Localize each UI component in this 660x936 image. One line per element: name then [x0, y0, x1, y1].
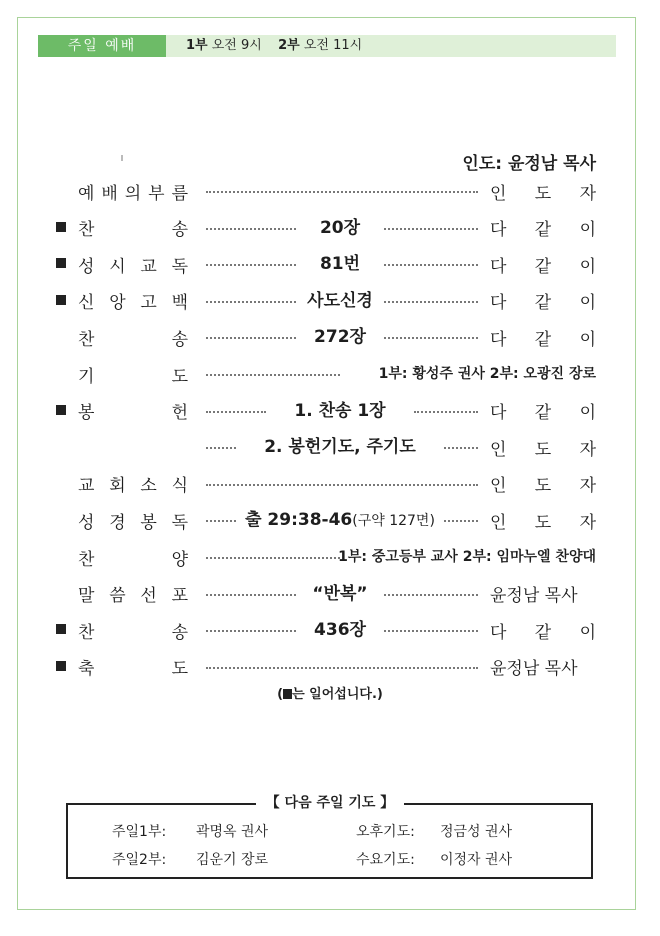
item-title	[78, 580, 188, 608]
item-title-char: 도	[171, 659, 188, 680]
item-title-char: 시	[109, 256, 126, 277]
stray-mark	[121, 155, 123, 161]
item-role-char: 다	[490, 622, 507, 643]
item-title-char: 축	[78, 659, 95, 680]
item-role	[490, 397, 596, 425]
item-detail	[245, 506, 435, 534]
service-row	[0, 580, 660, 608]
item-role	[490, 506, 596, 534]
item-title	[78, 287, 188, 315]
service-row	[0, 360, 660, 388]
dotted-leader	[384, 258, 478, 266]
dotted-leader	[384, 331, 478, 339]
item-title-char: 독	[171, 512, 188, 533]
item-role-char: 이	[579, 622, 596, 643]
prayer-entry	[112, 821, 268, 841]
item-detail: 272장	[314, 327, 366, 348]
dotted-leader	[444, 441, 478, 449]
item-title-char: 독	[171, 256, 188, 277]
prayer-entry	[356, 849, 512, 869]
item-role-char: 다	[490, 256, 507, 277]
dotted-leader	[206, 295, 296, 303]
item-role-char: 인	[490, 512, 507, 533]
item-role-char: 같	[534, 622, 552, 643]
item-title-char: 소	[140, 476, 157, 497]
standing-square-icon	[56, 405, 66, 415]
standing-square-icon	[56, 258, 66, 268]
item-title-char: 식	[171, 476, 188, 497]
item-title-char: 찬	[78, 549, 95, 570]
second-service-time: 오전 11시	[303, 38, 363, 53]
dotted-leader	[206, 624, 296, 632]
item-title-char: 헌	[171, 403, 188, 424]
service-row	[0, 214, 660, 242]
item-role-char: 이	[579, 256, 596, 277]
prayer-label: 주일1부:	[112, 824, 167, 840]
dotted-leader	[206, 441, 236, 449]
item-title-char: 포	[171, 586, 188, 607]
item-title-char: 씀	[109, 586, 126, 607]
item-title-char: 배	[101, 183, 118, 204]
item-title	[78, 470, 188, 498]
prayer-label: 수요기도:	[356, 852, 415, 868]
item-title-char: 백	[171, 293, 188, 314]
item-role-char: 도	[534, 183, 552, 204]
dotted-leader	[206, 478, 478, 486]
item-role-char: 자	[579, 512, 596, 533]
dotted-leader	[206, 588, 296, 596]
service-row	[0, 543, 660, 571]
standing-square-icon	[283, 689, 292, 699]
item-role-char: 도	[534, 476, 552, 497]
item-title-char: 송	[171, 220, 188, 241]
item-person: 윤정남 목사	[490, 659, 578, 680]
service-times	[186, 35, 362, 57]
item-title-char: 의	[124, 183, 142, 204]
item-title-char: 찬	[78, 622, 95, 643]
item-role-char: 이	[579, 329, 596, 350]
item-role-char: 다	[490, 220, 507, 241]
dotted-leader	[206, 222, 296, 230]
prayer-name: 김운기 장로	[196, 852, 269, 868]
prayer-entry	[356, 821, 512, 841]
dotted-leader	[206, 514, 236, 522]
scripture-reference: 출 29:38-46	[245, 510, 353, 531]
item-title	[78, 323, 188, 351]
prayer-entry	[112, 849, 268, 869]
dotted-leader	[384, 624, 478, 632]
item-role	[490, 616, 596, 644]
item-title-char: 송	[171, 622, 188, 643]
item-role-char: 도	[534, 512, 552, 533]
item-detail: 20장	[319, 217, 361, 238]
dotted-leader	[414, 405, 478, 413]
dotted-leader	[384, 222, 478, 230]
item-role-char: 도	[534, 439, 552, 460]
service-row	[0, 433, 660, 461]
service-title: 주일 예배	[38, 35, 166, 57]
item-role	[490, 470, 596, 498]
item-title-char: 도	[171, 366, 188, 387]
dotted-leader	[206, 331, 296, 339]
item-title-char: 기	[78, 366, 95, 387]
item-detail: 사도신경	[307, 290, 373, 311]
item-title-char: 양	[171, 549, 188, 570]
worship-leader: 인도: 윤정남 목사	[462, 154, 596, 174]
prayer-label: 주일2부:	[112, 852, 167, 868]
item-title	[78, 543, 188, 571]
item-title	[78, 616, 188, 644]
standing-square-icon	[56, 222, 66, 232]
item-role	[490, 323, 596, 351]
item-title-char: 교	[78, 476, 95, 497]
item-role-char: 다	[490, 403, 507, 424]
service-row	[0, 506, 660, 534]
first-service-label: 1부	[186, 38, 208, 53]
item-assignee: 1부: 황성주 권사 2부: 오광진 장로	[378, 366, 596, 382]
dotted-leader	[206, 551, 340, 559]
item-title-char: 말	[78, 586, 95, 607]
item-role-char: 같	[534, 256, 552, 277]
item-title-char: 봉	[140, 512, 157, 533]
item-role	[490, 433, 596, 461]
item-title	[78, 214, 188, 242]
item-title	[78, 177, 188, 205]
item-title	[78, 506, 188, 534]
note-open: (	[277, 687, 284, 702]
item-title-char: 찬	[78, 329, 95, 350]
item-title-char: 성	[78, 256, 95, 277]
item-title-char: 고	[140, 293, 157, 314]
item-person: 윤정남 목사	[490, 586, 578, 607]
standing-square-icon	[56, 661, 66, 671]
standing-note	[0, 683, 660, 702]
item-detail: “반복”	[312, 583, 368, 604]
item-title	[78, 653, 188, 681]
item-role-char: 인	[490, 439, 507, 460]
item-title-char: 신	[78, 293, 95, 314]
item-role-char: 같	[534, 403, 552, 424]
item-role-char: 자	[579, 183, 596, 204]
item-detail: 81번	[319, 254, 361, 275]
item-title-char: 송	[171, 329, 188, 350]
item-title-char: 예	[78, 183, 95, 204]
item-title	[78, 397, 188, 425]
service-row	[0, 287, 660, 315]
item-role-char: 다	[490, 293, 507, 314]
item-role-char: 같	[534, 220, 552, 241]
item-role-char: 이	[579, 403, 596, 424]
prayer-label: 오후기도:	[356, 824, 415, 840]
item-role	[490, 287, 596, 315]
item-title-char: 름	[171, 183, 188, 204]
item-role-char: 인	[490, 183, 507, 204]
item-role-char: 자	[579, 439, 596, 460]
item-role-char: 다	[490, 329, 507, 350]
item-title-char: 교	[140, 256, 157, 277]
item-detail: 436장	[314, 620, 366, 641]
item-role-char: 같	[534, 293, 552, 314]
dotted-leader	[206, 258, 296, 266]
service-row	[0, 323, 660, 351]
item-title	[78, 250, 188, 278]
item-role	[490, 214, 596, 242]
item-role	[490, 177, 596, 205]
item-title-char: 찬	[78, 220, 95, 241]
second-service-label: 2부	[278, 38, 300, 53]
prayer-name: 정금성 권사	[440, 824, 513, 840]
prayer-name: 곽명옥 권사	[196, 824, 269, 840]
dotted-leader	[384, 588, 478, 596]
dotted-leader	[206, 405, 266, 413]
item-role-char: 이	[579, 293, 596, 314]
note-text: 는 일어섭니다.)	[292, 687, 383, 702]
next-week-prayer-title: 【 다음 주일 기도 】	[0, 792, 660, 812]
service-row	[0, 397, 660, 425]
item-detail: 2. 봉헌기도, 주기도	[264, 437, 416, 458]
first-service-time: 오전 9시	[211, 38, 262, 53]
item-role-char: 같	[534, 329, 552, 350]
prayer-name: 이정자 권사	[440, 852, 513, 868]
dotted-leader	[444, 514, 478, 522]
item-title-char: 선	[140, 586, 157, 607]
standing-square-icon	[56, 624, 66, 634]
service-row	[0, 470, 660, 498]
item-title-char: 경	[109, 512, 126, 533]
dotted-leader	[206, 185, 478, 193]
item-title	[78, 360, 188, 388]
item-role	[490, 250, 596, 278]
item-role-char: 이	[579, 220, 596, 241]
dotted-leader	[206, 661, 478, 669]
item-title-char: 봉	[78, 403, 95, 424]
item-title-char: 회	[109, 476, 126, 497]
item-title-char: 부	[148, 183, 165, 204]
service-row	[0, 177, 660, 205]
service-row	[0, 653, 660, 681]
dotted-leader	[206, 368, 340, 376]
item-role-char: 자	[579, 476, 596, 497]
scripture-page: (구약 127면)	[352, 513, 435, 530]
service-row	[0, 250, 660, 278]
dotted-leader	[384, 295, 478, 303]
item-detail: 1. 찬송 1장	[294, 400, 386, 421]
item-role-char: 인	[490, 476, 507, 497]
item-title-char: 성	[78, 512, 95, 533]
item-title-char: 앙	[109, 293, 126, 314]
item-assignee: 1부: 중고등부 교사 2부: 임마누엘 찬양대	[338, 549, 596, 565]
service-row	[0, 616, 660, 644]
standing-square-icon	[56, 295, 66, 305]
